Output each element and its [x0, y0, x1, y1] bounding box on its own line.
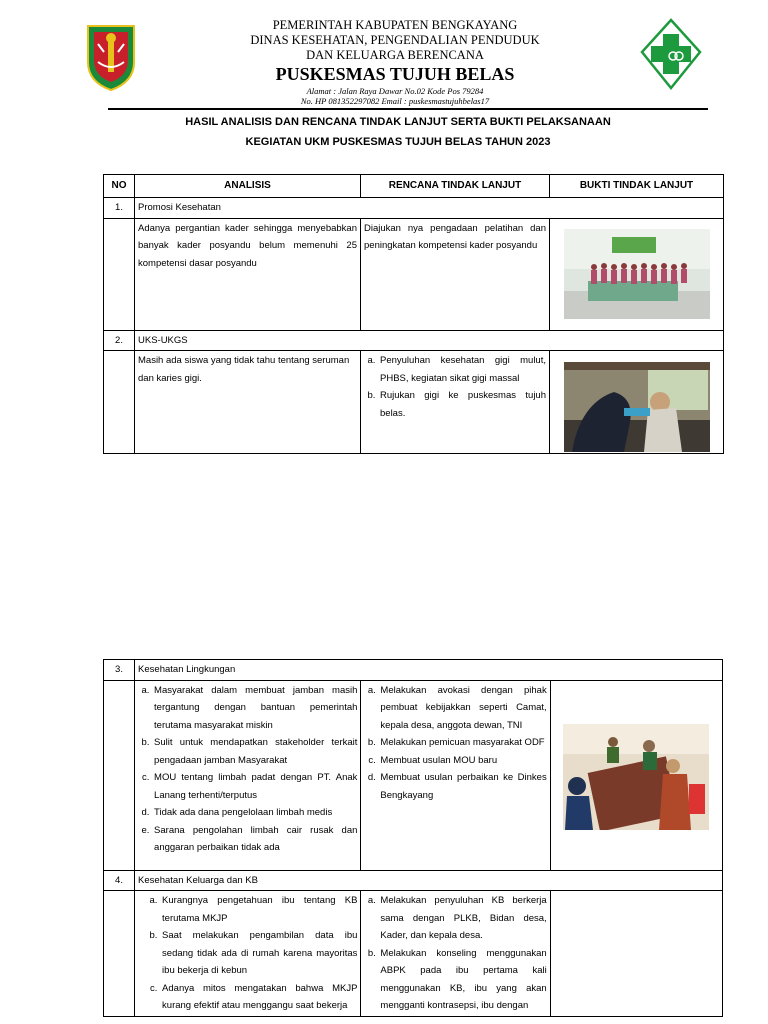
letterhead-divider	[108, 108, 708, 110]
list-item: b. Saat melakukan pengambilan data ibu sedang tidak ada di rumah karena mayoritas ibu bekerja di kebun	[160, 927, 357, 980]
table-row	[104, 330, 724, 351]
analisis-cell	[135, 680, 361, 870]
list-item: b. Melakukan konseling menggunakan ABPK pada ibu pertama kali menggunakan KB, ibu yang akan mengganti kontrasepsi, ibu dengan	[378, 945, 546, 1015]
table-row	[104, 680, 723, 870]
row-no: 3.	[104, 660, 135, 681]
list-item: b. Melakukan pemicuan masyarakat ODF	[378, 734, 546, 752]
header-analisis: ANALISIS	[135, 175, 361, 198]
meeting-photo	[563, 724, 709, 830]
list-item: a. Penyuluhan kesehatan gigi mulut, PHBS, kegiatan sikat gigi massal	[378, 352, 546, 387]
row-no: 4.	[104, 870, 135, 891]
doc-title-line-1: HASIL ANALISIS DAN RENCANA TINDAK LANJUT SERTA BUKTI PELAKSANAAN	[185, 116, 611, 128]
section-title: Kesehatan Lingkungan	[135, 660, 723, 681]
row-no: 1.	[104, 198, 135, 219]
bukti-cell	[550, 891, 722, 1017]
rencana-cell	[361, 351, 550, 454]
kop-address: Alamat : Jalan Raya Dawar No.02 Kode Pos 79284	[306, 86, 484, 96]
analisis-cell: Adanya pergantian kader sehingga menyebabkan banyak kader posyandu belum memenuhi 25 kompetensi dasar posyandu	[135, 218, 361, 330]
kop-contact: No. HP 081352297082 Email : puskesmastujuhbelas17	[300, 96, 490, 106]
rencana-cell	[361, 891, 550, 1017]
table-row	[104, 218, 724, 330]
row-no: 2.	[104, 330, 135, 351]
list-item: a. Masyarakat dalam membuat jamban masih tergantung dengan bantuan pemerintah terutama masyarakat miskin	[152, 682, 357, 735]
list-item: b. Rujukan gigi ke puskesmas tujuh belas.	[378, 387, 546, 422]
table-row	[104, 198, 724, 219]
list-item: b. Sulit untuk mendapatkan stakeholder terkait pengadaan jamban Masyarakat	[152, 734, 357, 769]
analysis-table-part-1	[103, 174, 724, 454]
bengkayang-emblem-logo	[84, 22, 138, 92]
list-item: a. Kurangnya pengetahuan ibu tentang KB terutama MKJP	[160, 892, 357, 927]
doc-title-line-2: KEGIATAN UKM PUSKESMAS TUJUH BELAS TAHUN 2023	[245, 136, 551, 148]
kop-line-3: DAN KELUARGA BERENCANA	[306, 48, 484, 62]
puskesmas-logo	[640, 18, 702, 90]
list-item: a. Melakukan avokasi dengan pihak pembuat kebijakkan seperti Camat, kepala desa, anggota dewan, TNI	[378, 682, 546, 735]
analisis-cell	[135, 891, 361, 1017]
list-item: c. Membuat usulan MOU baru	[378, 752, 546, 770]
list-item: d. Membuat usulan perbaikan ke Dinkes Bengkayang	[378, 769, 546, 804]
kop-line-2: DINAS KESEHATAN, PENGENDALIAN PENDUDUK	[250, 33, 540, 47]
bukti-cell	[550, 680, 722, 870]
list-item: c. MOU tentang limbah padat dengan PT. Anak Lanang terhenti/terputus	[152, 769, 357, 804]
section-title: UKS-UKGS	[135, 330, 724, 351]
section-title: Promosi Kesehatan	[135, 198, 724, 219]
table-row	[104, 351, 724, 454]
list-item: d. Tidak ada dana pengelolaan limbah medis	[152, 804, 357, 822]
list-item: c. Adanya mitos mengatakan bahwa MKJP kurang efektif atau menggangu saat bekerja	[160, 980, 357, 1015]
table-row	[104, 870, 723, 891]
analisis-cell: Masih ada siswa yang tidak tahu tentang seruman dan karies gigi.	[135, 351, 361, 454]
list-item: e. Sarana pengolahan limbah cair rusak dan anggaran perbaikan tidak ada	[152, 822, 357, 857]
header-no: NO	[104, 175, 135, 198]
posyandu-training-photo	[564, 229, 710, 319]
analysis-table-part-2	[103, 659, 723, 1017]
kop-line-1: PEMERINTAH KABUPATEN BENGKAYANG	[272, 18, 518, 32]
table-row	[104, 660, 723, 681]
rencana-cell	[361, 680, 550, 870]
header-bukti: BUKTI TINDAK LANJUT	[550, 175, 724, 198]
kop-name: PUSKESMAS TUJUH BELAS	[275, 64, 515, 84]
bukti-cell	[550, 218, 724, 330]
list-item: a. Melakukan penyuluhan KB berkerja sama dengan PLKB, Bidan desa, Kader, dan kepala desa.	[378, 892, 546, 945]
dental-checkup-photo	[564, 362, 710, 452]
header-rencana: RENCANA TINDAK LANJUT	[361, 175, 550, 198]
rencana-cell: Diajukan nya pengadaan pelatihan dan peningkatan kompetensi kader posyandu	[361, 218, 550, 330]
section-title: Kesehatan Keluarga dan KB	[135, 870, 723, 891]
table-row	[104, 891, 723, 1017]
bukti-cell	[550, 351, 724, 454]
